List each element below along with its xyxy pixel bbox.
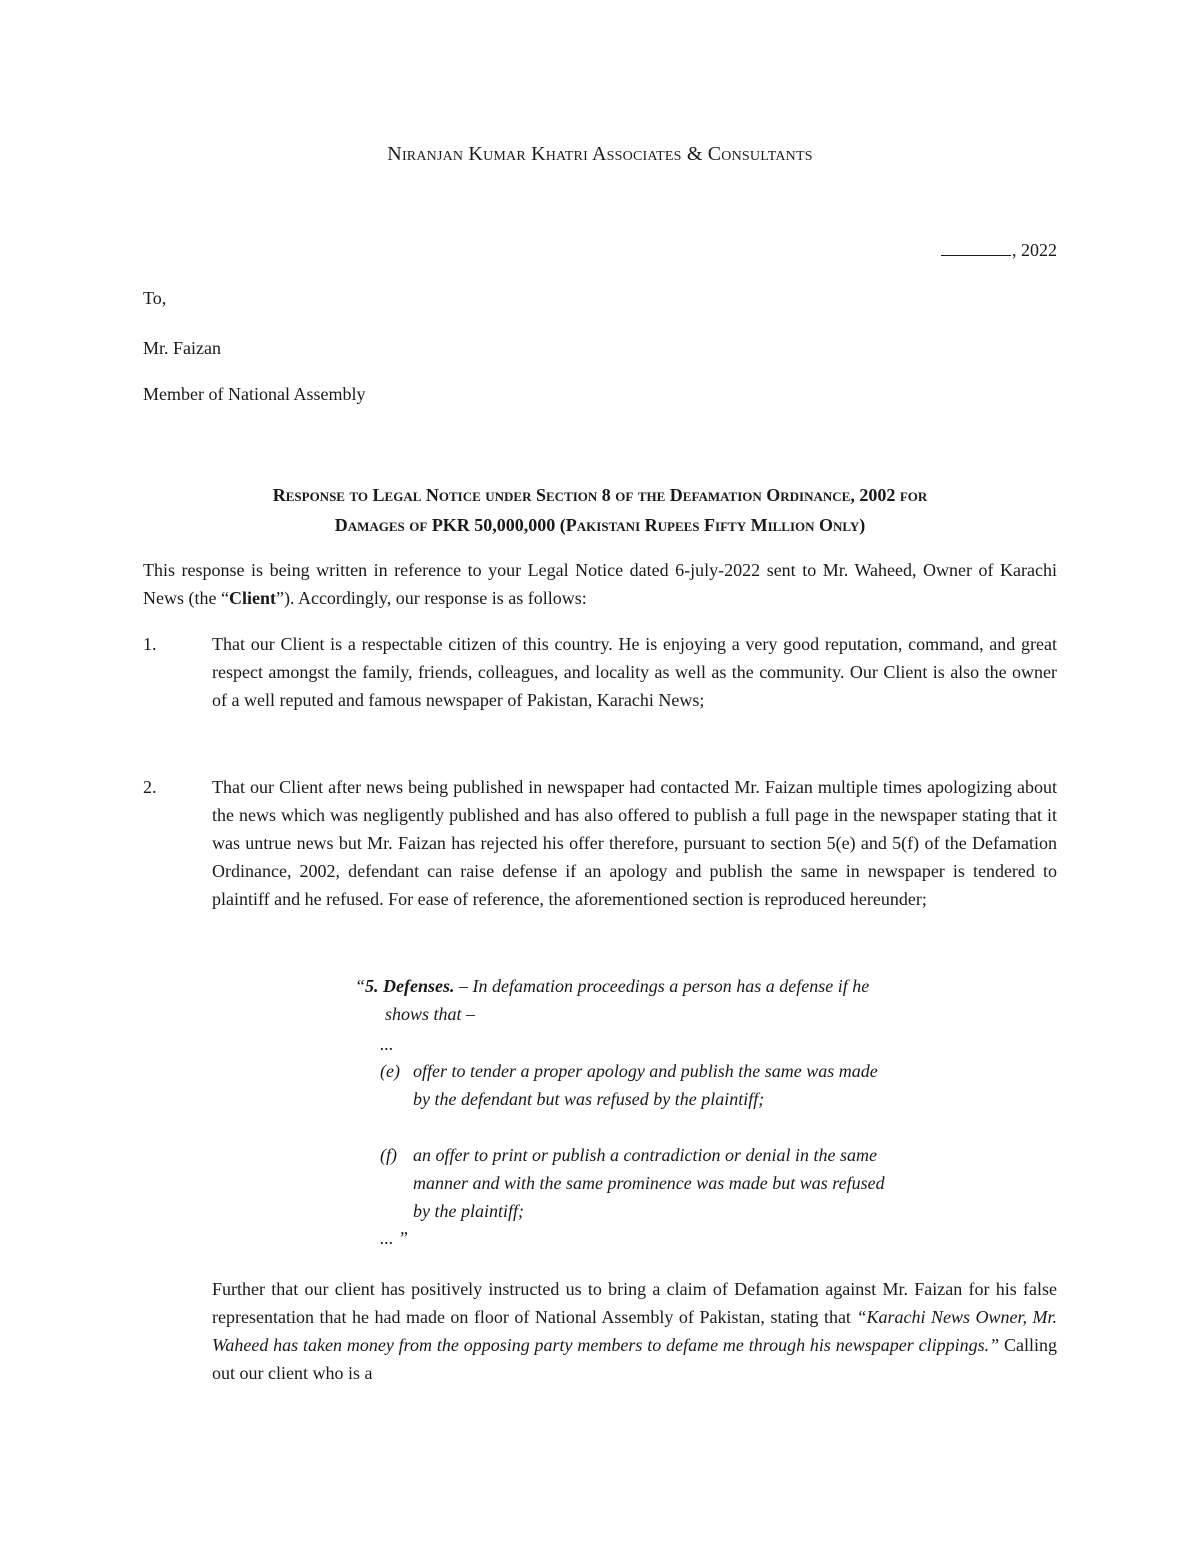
quote-sub-f-line-1: an offer to print or publish a contradiction or denial in the same	[413, 1145, 877, 1165]
quote-sub-e-line-2: by the defendant but was refused by the plaintiff;	[413, 1089, 765, 1109]
further-text-1: Further that our client has positively instructed us to bring a claim of Defamation against Mr. Faizan for his false representation that he had made on floor of National Assembly of Pakistan, stating that	[212, 1279, 1057, 1327]
quote-open-mark: “	[355, 976, 366, 996]
firm-letterhead: Niranjan Kumar Khatri Associates & Consultants	[387, 143, 813, 165]
recipient-name: Mr. Faizan	[143, 338, 221, 358]
recipient-title: Member of National Assembly	[143, 384, 366, 404]
date-year: , 2022	[1012, 240, 1057, 260]
date-blank-line	[941, 237, 1011, 256]
further-paragraph	[212, 1275, 1057, 1387]
quote-sub-f-line-2: manner and with the same prominence was made but was refused	[413, 1173, 885, 1193]
intro-text-1: This response is being written in reference to your Legal Notice dated 6-july-2022 sent to Mr. Waheed, Owner of Karachi News (the “	[143, 560, 1057, 608]
quote-sub-f-line-3: by the plaintiff;	[413, 1201, 524, 1221]
quote-sub-e-line-1: offer to tender a proper apology and publish the same was made	[413, 1061, 878, 1081]
subject-line-1: Response to Legal Notice under Section 8 of the Defamation Ordinance, 2002 for	[272, 485, 928, 505]
further-text-2: Calling out our client who is a	[212, 1335, 1057, 1383]
item-text-2: That our Client after news being published in newspaper had contacted Mr. Faizan multiple times apologizing about the news which was negligently published and has also offered to publish a full page in the newspaper stating that it was untrue news but Mr. Faizan has rejected his offer therefore, pursuant to section 5(e) and 5(f) of the Defamation Ordinance, 2002, defendant can raise defense if an apology and publish the same in newspaper is tendered to plaintiff and he refused. For ease of reference, the aforementioned section is reproduced hereunder;	[212, 777, 1057, 909]
client-defined-term: Client	[228, 588, 276, 608]
salutation: To,	[143, 288, 167, 308]
quote-ellipsis-1: ...	[380, 1034, 394, 1054]
item-text-1: That our Client is a respectable citizen of this country. He is enjoying a very good reputation, command, and great respect amongst the family, friends, colleagues, and locality as well as the community. Our Client is also the owner of a well reputed and famous newspaper of Pakistan, Karachi News;	[212, 634, 1057, 710]
item-number-2: 2.	[143, 777, 157, 797]
letter-date	[941, 236, 1057, 264]
quote-heading-text: – In defamation proceedings a person has a defense if he	[454, 976, 870, 996]
subject-line-2: Damages of PKR 50,000,000 (Pakistani Rupees Fifty Million Only)	[334, 515, 866, 535]
quote-heading-line-2: shows that –	[385, 1004, 476, 1024]
further-quoted-statement: “Karachi News Owner, Mr. Waheed has taken money from the opposing party members to defame me through his newspaper clippings.”	[212, 1307, 1057, 1355]
quote-ellipsis-2: ... ”	[380, 1228, 409, 1248]
subject-heading	[143, 480, 1057, 540]
intro-text-2: ”). Accordingly, our response is as follows:	[275, 588, 587, 608]
quote-sub-f-label: (f)	[380, 1145, 397, 1165]
item-number-1: 1.	[143, 634, 157, 654]
quote-section-title: 5. Defenses.	[365, 976, 455, 996]
quote-heading	[355, 972, 995, 1000]
quote-sub-e-label: (e)	[380, 1061, 400, 1081]
intro-paragraph	[143, 556, 1057, 612]
